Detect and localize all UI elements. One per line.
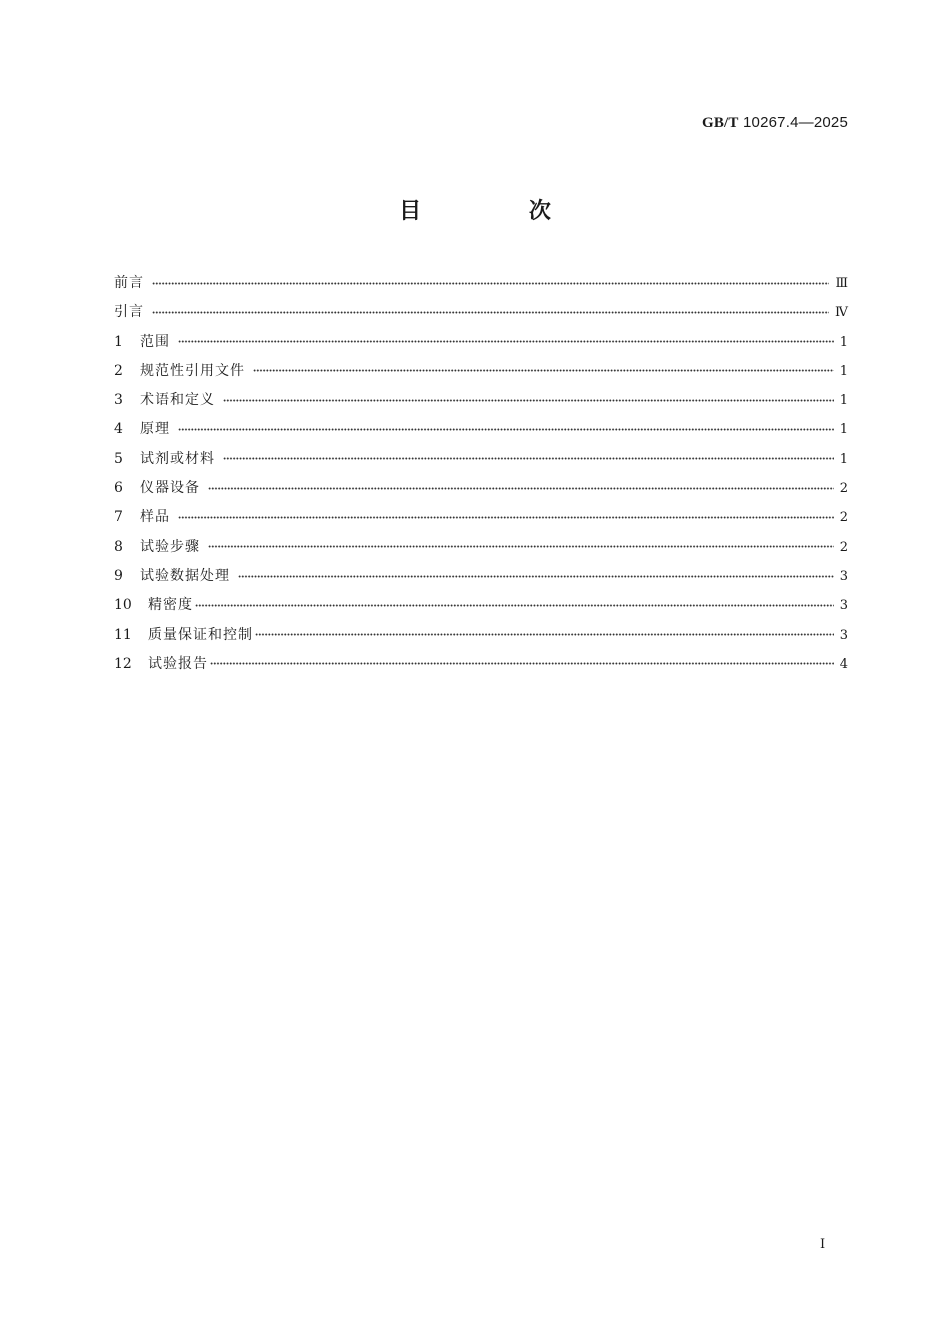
toc-entry-label: 试验步骤 — [140, 538, 200, 555]
toc-entry-label: 样品 — [140, 509, 170, 526]
toc-entry-label: 精密度 — [148, 597, 193, 614]
toc-entry-label: 试剂或材料 — [140, 450, 215, 467]
standard-code-number: 10267.4—2025 — [743, 114, 848, 131]
toc-entry-4[interactable] — [114, 418, 848, 447]
toc-entry-number: 6 — [114, 480, 123, 497]
toc-entry-number: 8 — [114, 538, 123, 555]
dot-leader — [210, 656, 834, 670]
toc-entry-label: 试验数据处理 — [140, 567, 230, 584]
page-title: 目 次 — [399, 199, 601, 224]
page-number: I — [820, 1237, 826, 1252]
toc-entry-1[interactable] — [114, 331, 848, 360]
toc-entry-5[interactable] — [114, 448, 848, 477]
toc-entry-label: 引言 — [114, 304, 144, 321]
toc-entry-6[interactable] — [114, 477, 848, 506]
toc-entry-number: 7 — [114, 509, 123, 526]
toc-entry-number: 12 — [114, 655, 132, 672]
toc-entry-number: 4 — [114, 421, 123, 438]
toc-entry-page: 1 — [839, 422, 848, 438]
toc-entry-2[interactable] — [114, 360, 848, 389]
toc-entry-number: 1 — [114, 333, 123, 350]
toc-entry-foreword[interactable] — [114, 272, 848, 301]
toc-entry-11[interactable] — [114, 624, 848, 653]
dot-leader — [223, 451, 834, 465]
toc-entry-label: 原理 — [140, 421, 170, 438]
toc-entry-page: 3 — [839, 568, 848, 584]
toc-entry-label: 仪器设备 — [140, 480, 200, 497]
dot-leader — [178, 334, 834, 348]
standard-code — [702, 114, 848, 132]
dot-leader — [152, 304, 829, 318]
toc-entry-page: 1 — [839, 363, 848, 379]
toc-entry-page: 2 — [839, 510, 848, 526]
toc-entry-page: 3 — [839, 627, 848, 643]
toc-entry-number: 10 — [114, 597, 132, 614]
toc-entry-label: 范围 — [140, 333, 170, 350]
dot-leader — [223, 392, 834, 406]
toc-entry-9[interactable] — [114, 565, 848, 594]
toc-entry-page: 4 — [839, 656, 848, 672]
dot-leader — [253, 363, 834, 377]
toc-entry-page: 1 — [839, 334, 848, 350]
toc-entry-7[interactable] — [114, 506, 848, 535]
dot-leader — [208, 539, 834, 553]
dot-leader — [238, 568, 834, 582]
toc-entry-number: 3 — [114, 392, 123, 409]
toc-entry-3[interactable] — [114, 389, 848, 418]
toc-entry-page: 3 — [839, 598, 848, 614]
toc-entry-8[interactable] — [114, 536, 848, 565]
toc-entry-page: Ⅲ — [835, 276, 848, 291]
toc-entry-10[interactable] — [114, 594, 848, 623]
toc-entry-number: 5 — [114, 450, 123, 467]
toc-entry-label: 规范性引用文件 — [140, 362, 245, 379]
toc-entry-page: 1 — [839, 393, 848, 409]
toc-entry-label: 术语和定义 — [140, 392, 215, 409]
standard-code-prefix: GB/T — [701, 115, 739, 131]
dot-leader — [208, 480, 834, 494]
dot-leader — [178, 509, 834, 523]
dot-leader — [195, 597, 834, 611]
toc-entry-page: 1 — [839, 451, 848, 467]
toc-entry-label: 试验报告 — [148, 655, 208, 672]
toc-entry-label: 质量保证和控制 — [148, 626, 253, 643]
toc-entry-label: 前言 — [114, 275, 144, 291]
toc-entry-number: 9 — [114, 567, 123, 584]
toc-entry-page: 2 — [839, 481, 848, 497]
toc-entry-number: 2 — [114, 362, 123, 379]
toc-entry-page: Ⅳ — [835, 305, 848, 321]
toc-entry-12[interactable] — [114, 653, 848, 682]
table-of-contents — [114, 272, 848, 682]
toc-entry-introduction[interactable] — [114, 301, 848, 330]
dot-leader — [255, 627, 834, 641]
toc-entry-page: 2 — [839, 539, 848, 555]
dot-leader — [152, 275, 829, 289]
dot-leader — [178, 421, 834, 435]
toc-entry-number: 11 — [114, 626, 132, 643]
